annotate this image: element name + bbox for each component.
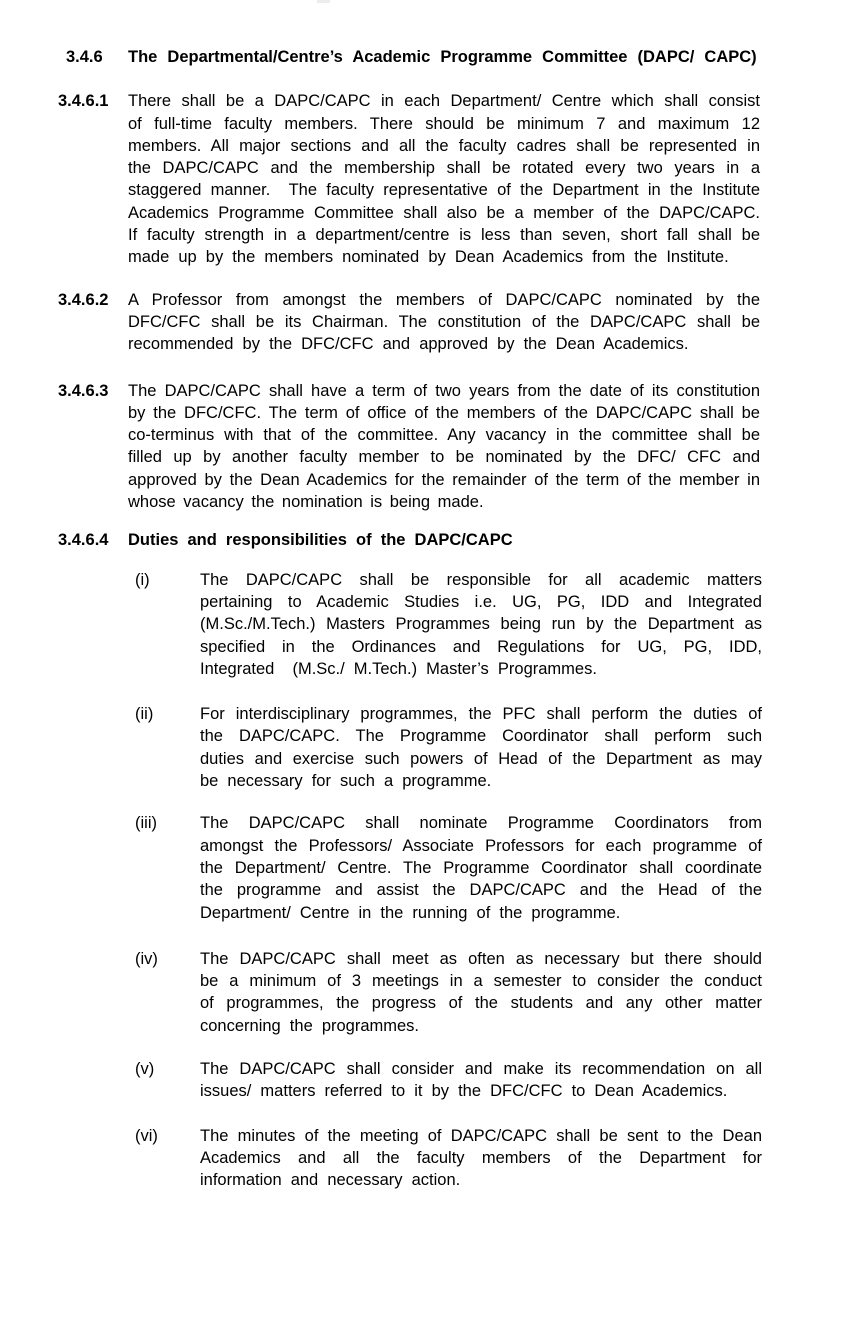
section-heading-3-4-6 [58, 46, 863, 68]
list-marker: (vi) [135, 1126, 158, 1145]
list-text: For interdisciplinary programmes, the PFC shall perform the duties of the DAPC/CAPC. The Programme Coordinator shall perform such duties and exercise such powers of Head of the Department as may be necessary for such a programme. [200, 705, 762, 791]
list-text: The DAPC/CAPC shall meet as often as necessary but there should be a minimum of 3 meetings in a semester to consider the conduct of programmes, the progress of the students and any other matter concerning the programmes. [200, 949, 762, 1035]
section-number: 3.4.6.4 [58, 531, 109, 550]
clause-3-4-6-3 [58, 380, 863, 514]
list-item-iii [135, 812, 863, 923]
clause-3-4-6-1 [58, 90, 863, 268]
list-text: The DAPC/CAPC shall be responsible for all academic matters pertaining to Academic Studies i.e. UG, PG, IDD and Integrated (M.Sc./M.Tech.) Masters Programmes being run by the Department as specified in the Ordinances and Regulations for UG, PG, IDD, Integrated (M.Sc./ M.Tech.) Master’s Programmes. [200, 570, 762, 678]
clause-number: 3.4.6.1 [58, 92, 109, 111]
clause-text: There shall be a DAPC/CAPC in each Department/ Centre which shall consist of full-time faculty members. There should be minimum 7 and maximum 12 members. All major sections and all the faculty cadres shall be represented in the DAPC/CAPC and the membership shall be rotated every two years in a staggered manner. The faculty representative of the Department in the Institute Academics Programme Committee shall also be a member of the DAPC/CAPC. If faculty strength in a department/centre is less than seven, short fall shall be made up by the members nominated by Dean Academics from the Institute. [128, 92, 760, 267]
scan-artifact-smudge [317, 0, 330, 3]
list-marker: (iii) [135, 814, 157, 833]
list-marker: (ii) [135, 705, 154, 724]
list-marker: (i) [135, 570, 150, 589]
list-item-vi [135, 1125, 863, 1192]
section-title: The Departmental/Centre’s Academic Programme Committee (DAPC/ CAPC) [128, 48, 757, 66]
clause-number: 3.4.6.3 [58, 381, 109, 400]
section-heading-3-4-6-4 [58, 529, 863, 551]
section-title: Duties and responsibilities of the DAPC/CAPC [128, 531, 513, 550]
list-item-iv [135, 948, 863, 1037]
list-text: The minutes of the meeting of DAPC/CAPC shall be sent to the Dean Academics and all the faculty members of the Department for information and necessary action. [200, 1126, 762, 1190]
section-number: 3.4.6 [66, 48, 103, 66]
list-marker: (v) [135, 1059, 155, 1078]
list-marker: (iv) [135, 949, 158, 968]
clause-number: 3.4.6.2 [58, 290, 109, 309]
clause-3-4-6-2 [58, 289, 863, 356]
list-item-i [135, 569, 863, 680]
list-text: The DAPC/CAPC shall consider and make its recommendation on all issues/ matters referred to it by the DFC/CFC to Dean Academics. [200, 1059, 762, 1101]
clause-text: The DAPC/CAPC shall have a term of two years from the date of its constitution by the DFC/CFC. The term of office of the members of the DAPC/CAPC shall be co-terminus with that of the committee. Any vacancy in the committee shall be filled up by another faculty member to be nominated by the DFC/ CFC and approved by the Dean Academics for the remainder of the term of the member in whose vacancy the nomination is being made. [128, 381, 760, 512]
list-item-ii [135, 703, 863, 792]
list-item-v [135, 1058, 863, 1103]
clause-text: A Professor from amongst the members of DAPC/CAPC nominated by the DFC/CFC shall be its Chairman. The constitution of the DAPC/CAPC shall be recommended by the DFC/CFC and approved by the Dean Academics. [128, 290, 760, 354]
list-text: The DAPC/CAPC shall nominate Programme Coordinators from amongst the Professors/ Associate Professors for each programme of the Department/ Centre. The Programme Coordinator shall coordinate the programme and assist the DAPC/CAPC and the Head of the Department/ Centre in the running of the programme. [200, 814, 762, 922]
